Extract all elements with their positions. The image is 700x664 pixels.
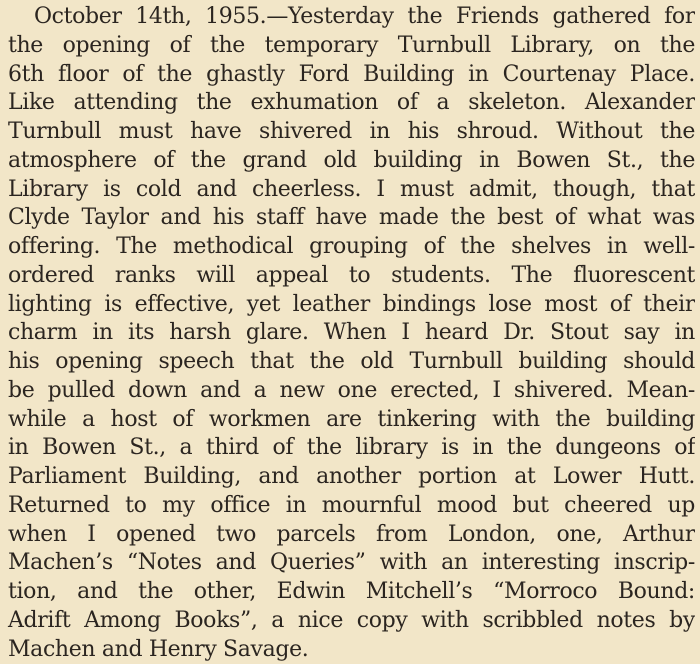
text-line: October 14th, 1955.—Yesterday the Friends gathered for [0,3,695,32]
text-line: Like attending the exhumation of a skeleton. Alexander [0,89,695,118]
text-line: while a host of workmen are tinkering with the building [0,406,695,435]
text-line: Library is cold and cheerless. I must admit, though, that [0,176,695,205]
text-line: the opening of the temporary Turnbull Library, on the [0,32,695,61]
text-line: Machen’s “Notes and Queries” with an interesting inscrip- [0,549,695,578]
text-line: ordered ranks will appeal to students. The fluorescent [0,262,695,291]
text-line: 6th floor of the ghastly Ford Building in Courtenay Place. [0,61,695,90]
diary-entry-paragraph [0,3,700,664]
text-line: when I opened two parcels from London, one, Arthur [0,521,695,550]
text-line: Parliament Building, and another portion at Lower Hutt. [0,463,695,492]
text-line: lighting is effective, yet leather bindings lose most of their [0,291,695,320]
text-line: Turnbull must have shivered in his shroud. Without the [0,118,695,147]
text-line: Adrift Among Books”, a nice copy with scribbled notes by [0,607,695,636]
text-line: charm in its harsh glare. When I heard Dr. Stout say in [0,319,695,348]
text-line: atmosphere of the grand old building in Bowen St., the [0,147,695,176]
text-line: tion, and the other, Edwin Mitchell’s “Morroco Bound: [0,578,695,607]
text-line: Clyde Taylor and his staff have made the best of what was [0,204,695,233]
text-line: in Bowen St., a third of the library is in the dungeons of [0,434,695,463]
text-line: Machen and Henry Savage. [0,636,695,664]
text-line: Returned to my office in mournful mood but cheered up [0,492,695,521]
text-line: his opening speech that the old Turnbull building should [0,348,695,377]
text-line: offering. The methodical grouping of the shelves in well- [0,233,695,262]
text-line: be pulled down and a new one erected, I shivered. Mean- [0,377,695,406]
